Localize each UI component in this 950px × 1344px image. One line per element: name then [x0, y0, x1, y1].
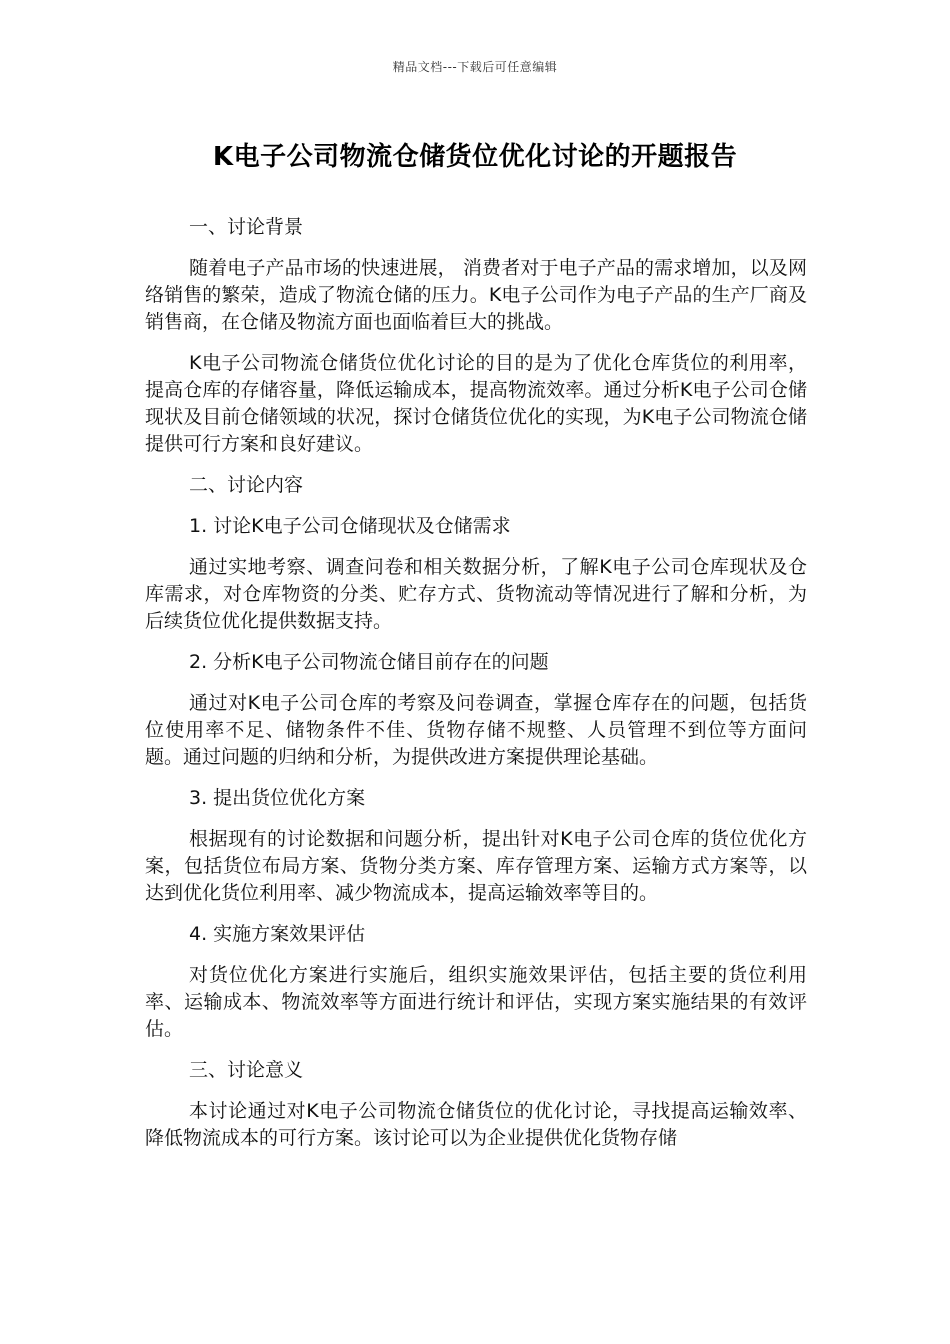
document-title: K电子公司物流仓储货位优化讨论的开题报告 [212, 142, 738, 172]
section-heading-significance: 三、讨论意义 [189, 1059, 304, 1081]
content-item-text-3: 根据现有的讨论数据和问题分析，提出针对K电子公司仓库的货位优化方案，包括货位布局方案、货物分类方案、库存管理方案、运输方式方案等，以达到优化货位利用率、减少物流成本，提高运输效率等目的。 [145, 828, 807, 904]
content-item-text-1: 通过实地考察、调查问卷和相关数据分析，了解K电子公司仓库现状及仓库需求，对仓库物资的分类、贮存方式、货物流动等情况进行了解和分析，为后续货位优化提供数据支持。 [145, 556, 807, 632]
content-item-heading-2: 2. 分析K电子公司物流仓储目前存在的问题 [189, 651, 549, 673]
content-item-text-4: 对货位优化方案进行实施后，组织实施效果评估，包括主要的货位利用率、运输成本、物流效率等方面进行统计和评估，实现方案实施结果的有效评估。 [145, 964, 807, 1040]
header-note: 精品文档---下载后可任意编辑 [392, 60, 558, 74]
content-item-heading-4: 4. 实施方案效果评估 [189, 923, 366, 945]
content-item-heading-1: 1. 讨论K电子公司仓储现状及仓储需求 [189, 515, 511, 537]
background-paragraph-2: K电子公司物流仓储货位优化讨论的目的是为了优化仓库货位的利用率，提高仓库的存储容量，降低运输成本，提高物流效率。通过分析K电子公司仓储现状及目前仓储领域的状况，探讨仓储货位优化的实现，为K电子公司物流仓储提供可行方案和良好建议。 [145, 352, 807, 455]
document-body [145, 214, 807, 1166]
content-item-text-2: 通过对K电子公司仓库的考察及问卷调查，掌握仓库存在的问题，包括货位使用率不足、储物条件不佳、货物存储不规整、人员管理不到位等方面问题。通过问题的归纳和分析，为提供改进方案提供理论基础。 [145, 692, 807, 768]
significance-paragraph-1: 本讨论通过对K电子公司物流仓储货位的优化讨论，寻找提高运输效率、降低物流成本的可行方案。该讨论可以为企业提供优化货物存储 [145, 1100, 807, 1149]
content-item-heading-3: 3. 提出货位优化方案 [189, 787, 366, 809]
background-paragraph-1: 随着电子产品市场的快速进展， 消费者对于电子产品的需求增加，以及网络销售的繁荣，造成了物流仓储的压力。K电子公司作为电子产品的生产厂商及销售商，在仓储及物流方面也面临着巨大的挑战。 [145, 257, 807, 333]
section-heading-background: 一、讨论背景 [189, 216, 304, 238]
section-heading-content: 二、讨论内容 [189, 474, 304, 496]
